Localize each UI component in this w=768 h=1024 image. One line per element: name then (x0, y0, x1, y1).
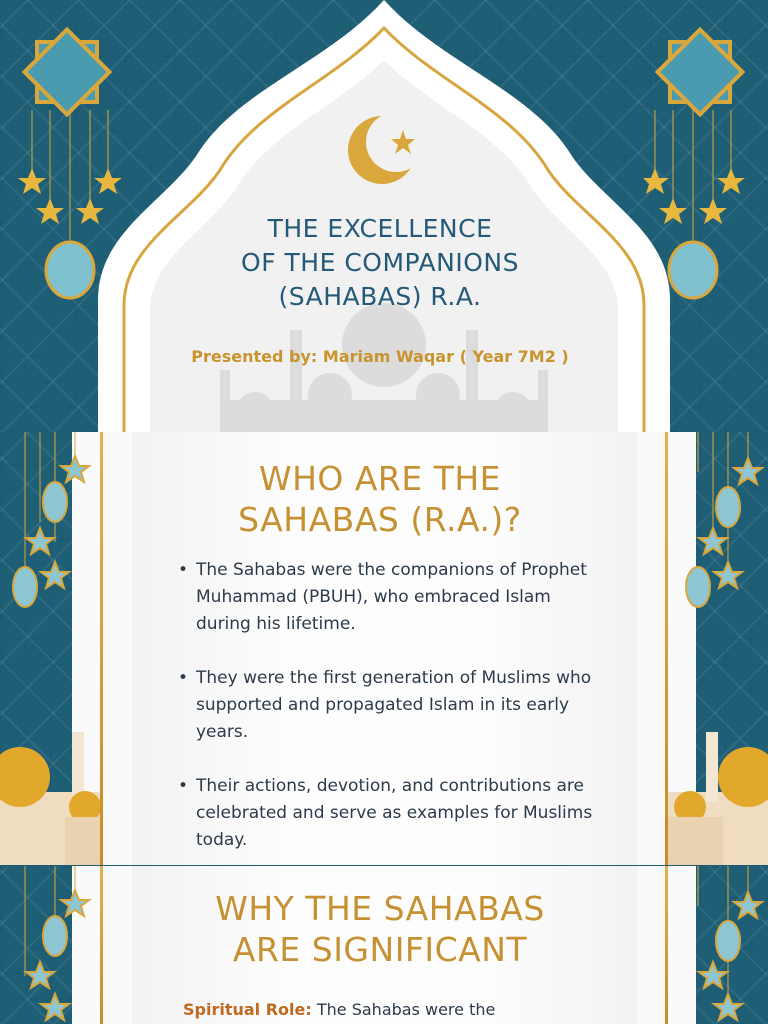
list-item: • They were the first generation of Muslims who supported and propagated Islam in its early years. (178, 665, 608, 746)
list-item: • Their actions, devotion, and contributions are celebrated and serve as examples for Muslims today. (178, 773, 608, 854)
role-label: Spiritual Role: (183, 1000, 312, 1019)
title-line-3: (SAHABAS) R.A. (278, 282, 482, 311)
crescent-star-icon (348, 112, 422, 190)
slide-title (0, 0, 768, 432)
gold-border-left (100, 866, 103, 1024)
right-hanging-ornaments (643, 20, 758, 300)
right-lantern-decor (668, 866, 768, 1024)
right-mosque-icon (668, 732, 768, 865)
mosque-silhouette (210, 300, 560, 432)
left-lantern-decor (0, 432, 100, 865)
slide2-heading (140, 458, 620, 540)
left-mosque-icon (0, 732, 100, 865)
slide3-heading (140, 888, 620, 970)
title-line-2: OF THE COMPANIONS (241, 248, 519, 277)
left-hanging-ornaments (10, 20, 125, 300)
title-line-1: THE EXCELLENCE (267, 214, 493, 243)
gold-border-left (100, 432, 103, 865)
right-lantern-decor (668, 432, 768, 865)
list-item: • The Sahabas were the companions of Prophet Muhammad (PBUH), who embraced Islam during his lifetime. (178, 557, 608, 638)
heading-line-1: WHO ARE THE (258, 459, 502, 498)
heading-line-2: ARE SIGNIFICANT (232, 930, 528, 969)
left-lantern-decor (0, 866, 100, 1024)
role-text: The Sahabas were the (311, 1000, 496, 1019)
presenter-line: Presented by: Mariam Waqar ( Year 7M2 ) (191, 347, 569, 366)
presentation-title (180, 212, 580, 314)
spiritual-role-text (183, 1000, 623, 1019)
sahabas-bullet-list (178, 557, 608, 881)
heading-line-2: SAHABAS (R.A.)? (238, 500, 522, 539)
heading-line-1: WHY THE SAHABAS (215, 889, 545, 928)
